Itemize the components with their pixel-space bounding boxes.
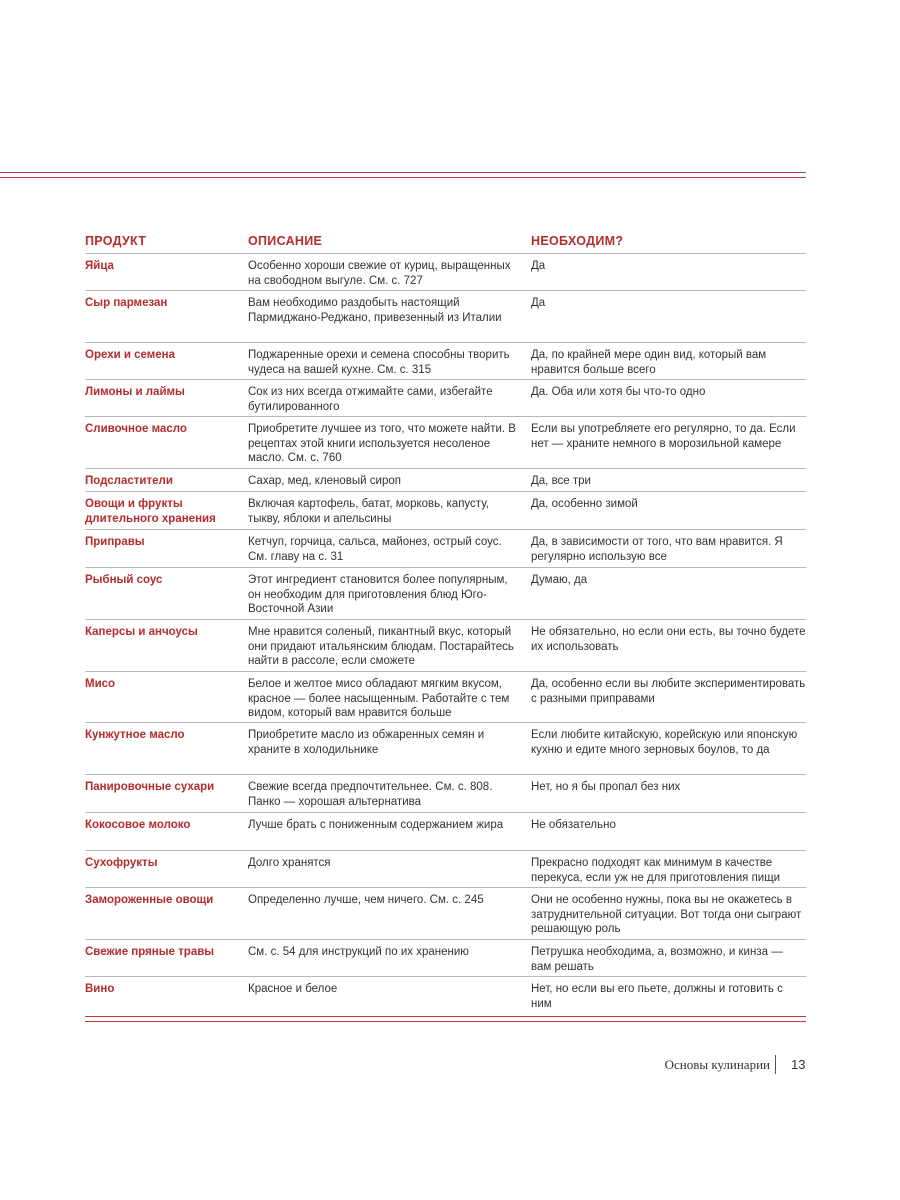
cell-product: Свежие пряные травы [85,946,215,958]
table-row [85,812,806,850]
cell-description: Этот ингредиент становится более популярным, он необходим для приготовления блюд Юго-Восточной Азии [248,574,508,615]
page-number: 13 [791,1057,806,1072]
cell-description: Приобретите масло из обжаренных семян и храните в холодильнике [248,729,485,756]
cell-product: Подсластители [85,475,173,487]
table-row [85,774,806,812]
cell-needed: Если вы употребляете его регулярно, то да. Если нет — храните немного в морозильной камере [531,423,796,450]
cell-needed: Прекрасно подходят как минимум в качестве перекуса, если уж не для приготовления пищи [531,857,781,884]
cell-description: Приобретите лучшее из того, что можете найти. В рецептах этой книги используется несоленое масло. См. с. 760 [248,423,516,464]
cell-needed: Не обязательно [531,819,616,831]
table-row [85,379,806,416]
table-row [85,887,806,939]
cell-description: Сок из них всегда отжимайте сами, избегайте бутилированного [248,386,493,413]
cell-product: Панировочные сухари [85,781,215,793]
cell-description: Свежие всегда предпочтительнее. См. с. 808. Панко — хорошая альтернатива [248,781,493,808]
cell-product: Орехи и семена [85,349,176,361]
cell-description: Долго хранятся [248,857,331,869]
footer-separator [775,1055,776,1074]
table-row [85,253,806,290]
cell-product: Сухофрукты [85,857,158,869]
cell-description: Мне нравится соленый, пикантный вкус, который они придают итальянским блюдам. Постарайтесь найти в рассоле, если сможете [248,626,514,667]
cell-product: Приправы [85,536,145,548]
table-row [85,290,806,342]
table-row [85,567,806,619]
cell-description: Лучше брать с пониженным содержанием жира [248,819,504,831]
table-row [85,619,806,671]
header-needed: НЕОБХОДИМ? [531,234,624,248]
table-row [85,976,806,1015]
cell-description: Красное и белое [248,983,338,995]
cell-product: Лимоны и лаймы [85,386,185,398]
cell-needed: Да, особенно если вы любите экспериментировать с разными приправами [531,678,806,705]
cell-description: См. с. 54 для инструкций по их хранению [248,946,469,958]
cell-product: Каперсы и анчоусы [85,626,198,638]
cell-needed: Если любите китайскую, корейскую или японскую кухню и едите много зерновых боулов, то да [531,729,798,756]
table-row [85,722,806,774]
cell-needed: Да, все три [531,475,591,487]
table-row [85,939,806,976]
cell-needed: Нет, но я бы пропал без них [531,781,681,793]
top-rule-upper [0,172,806,173]
table-row [85,671,806,722]
cell-description: Вам необходимо раздобыть настоящий Пармиджано-Реджано, привезенный из Италии [248,297,502,324]
cell-needed: Да [531,260,546,272]
cell-product: Сливочное масло [85,423,187,435]
table-row [85,468,806,491]
cell-needed: Да [531,297,546,309]
top-rule-lower [0,177,806,178]
table-row [85,342,806,379]
cell-product: Мисо [85,678,116,690]
cell-product: Замороженные овощи [85,894,214,906]
pantry-table [85,229,806,1015]
cell-product: Вино [85,983,115,995]
cell-product: Яйца [85,260,114,272]
cell-description: Определенно лучше, чем ничего. См. с. 245 [248,894,484,906]
cell-needed: Да. Оба или хотя бы что-то одно [531,386,706,398]
cell-product: Овощи и фрукты длительного хранения [85,498,216,525]
cell-product: Сыр пармезан [85,297,168,309]
cell-description: Сахар, мед, кленовый сироп [248,475,401,487]
cell-needed: Не обязательно, но если они есть, вы точно будете их использовать [531,626,806,653]
cell-needed: Думаю, да [531,574,588,586]
footer-section-title: Основы кулинарии [664,1057,770,1072]
table-header [85,229,806,253]
cell-description: Поджаренные орехи и семена способны творить чудеса на вашей кухне. См. с. 315 [248,349,510,376]
table-row [85,529,806,567]
cell-needed: Нет, но если вы его пьете, должны и готовить с ним [531,983,783,1010]
table-row [85,416,806,468]
cell-description: Включая картофель, батат, морковь, капусту, тыкву, яблоки и апельсины [248,498,489,525]
table-row [85,491,806,529]
cell-needed: Они не особенно нужны, пока вы не окажетесь в затруднительной ситуации. Вот тогда они сыграют решающую роль [531,894,802,935]
cell-product: Рыбный соус [85,574,163,586]
cell-needed: Да, в зависимости от того, что вам нравится. Я регулярно использую все [531,536,783,563]
table-row [85,850,806,887]
cell-product: Кокосовое молоко [85,819,191,831]
cell-product: Кунжутное масло [85,729,185,741]
cell-needed: Петрушка необходима, а, возможно, и кинза — вам решать [531,946,783,973]
cell-needed: Да, по крайней мере один вид, который вам нравится больше всего [531,349,767,376]
bottom-rule-lower [85,1021,806,1022]
header-product: ПРОДУКТ [85,234,147,248]
cell-description: Белое и желтое мисо обладают мягким вкусом, красное — более насыщенным. Работайте с тем видом, который вам нравится больше [248,678,510,719]
cell-needed: Да, особенно зимой [531,498,638,510]
cell-description: Кетчуп, горчица, сальса, майонез, острый соус. См. главу на с. 31 [248,536,502,563]
bottom-rule-upper [85,1016,806,1017]
cell-description: Особенно хороши свежие от куриц, выращенных на свободном выгуле. См. с. 727 [248,260,511,287]
header-description: ОПИСАНИЕ [248,234,323,248]
